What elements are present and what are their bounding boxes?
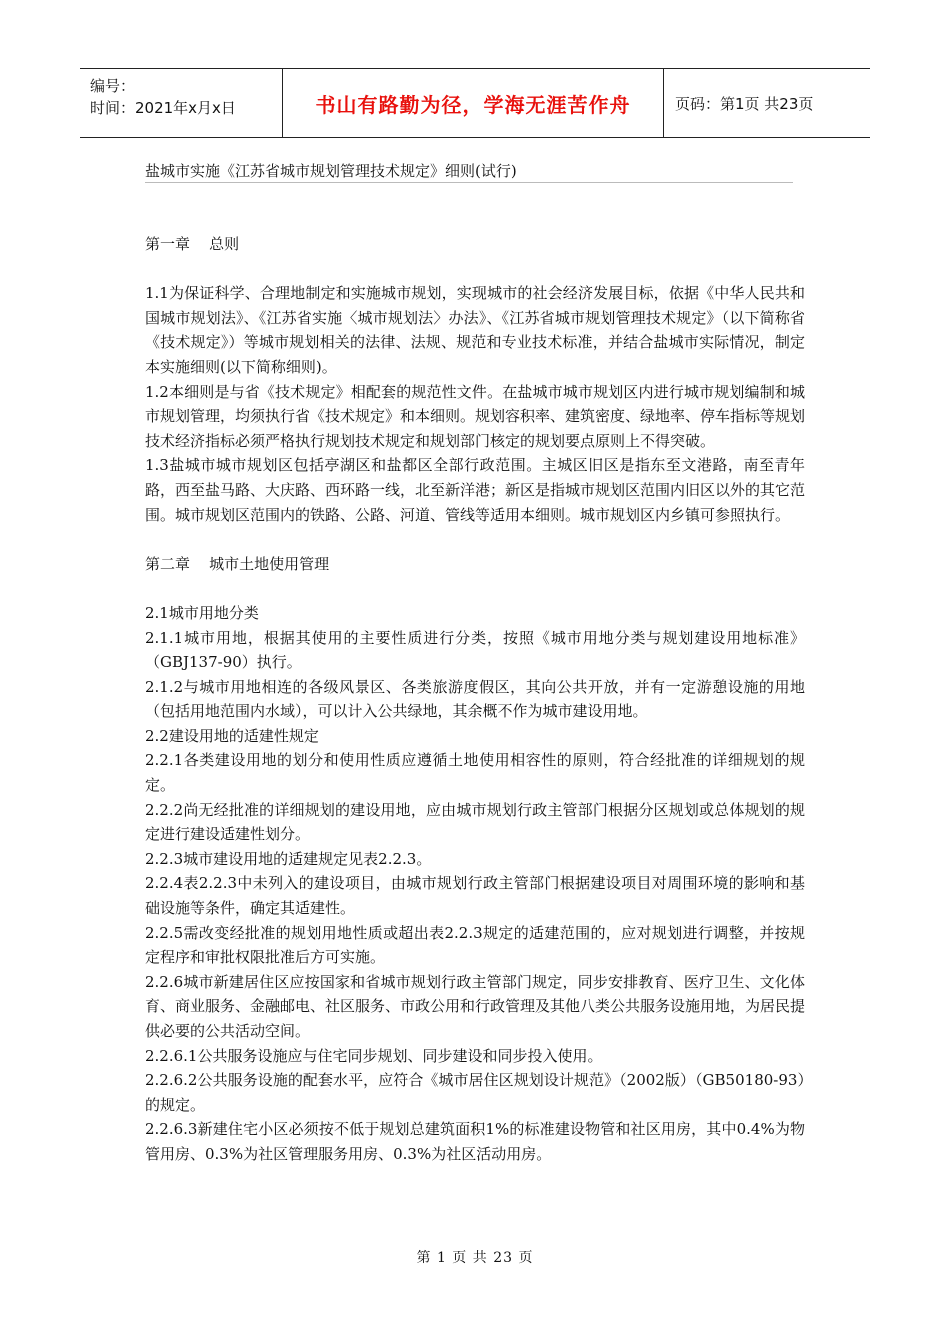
paragraph: 2.2.3城市建设用地的适建规定见表2.2.3。 <box>145 849 432 868</box>
date-label: 时间：2021年x月x日 <box>90 99 236 117</box>
document-title: 盐城市实施《江苏省城市规划管理技术规定》细则(试行) <box>145 162 517 180</box>
paragraph: 2.2.6.2公共服务设施的配套水平，应符合《城市居住区规划设计规范》（2002版）（GB50180-93）的规定。 <box>145 1071 805 1114</box>
section-heading: 2.2建设用地的适建性规定 <box>145 726 319 745</box>
title-divider <box>145 182 793 183</box>
paragraph: 1.1为保证科学、合理地制定和实施城市规划，实现城市的社会经济发展目标，依据《中华人民共和国城市规划法》、《江苏省实施〈城市规划法〉办法》、《江苏省城市规划管理技术规定》（以下简称省《技术规定》）等城市规划相关的法律、法规、规范和专业技术标准，并结合盐城市实际情况，制定本实施细则(以下简称细则)。 <box>145 284 805 376</box>
paragraph: 2.1.2与城市用地相连的各级风景区、各类旅游度假区，其向公共开放，并有一定游憩设施的用地（包括用地范围内水域），可以计入公共绿地，其余概不作为城市建设用地。 <box>145 677 805 721</box>
chapter-heading: 第二章 城市土地使用管理 <box>145 554 330 573</box>
paragraph: 2.2.1各类建设用地的划分和使用性质应遵循土地使用相容性的原则，符合经批准的详细规划的规定。 <box>145 751 805 795</box>
header-table <box>80 68 870 138</box>
document-body <box>145 232 805 1167</box>
paragraph: 2.1.1城市用地，根据其使用的主要性质进行分类，按照《城市用地分类与规划建设用地标准》（GBJ137-90）执行。 <box>145 628 805 672</box>
paragraph: 2.2.2尚无经批准的详细规划的建设用地，应由城市规划行政主管部门根据分区规划或总体规划的规定进行建设适建性划分。 <box>145 800 805 844</box>
code-label: 编号： <box>90 77 136 95</box>
paragraph: 1.2本细则是与省《技术规定》相配套的规范性文件。在盐城市城市规划区内进行城市规划编制和城市规划管理，均须执行省《技术规定》和本细则。规划容积率、建筑密度、绿地率、停车指标等规划技术经济指标必须严格执行规划技术规定和规划部门核定的规划要点原则上不得突破。 <box>145 382 806 450</box>
page-footer: 第 1 页 共 23 页 <box>416 1250 534 1266</box>
page-info: 页码：第1页 共23页 <box>675 94 814 113</box>
paragraph: 2.2.6.1公共服务设施应与住宅同步规划、同步建设和同步投入使用。 <box>145 1046 603 1065</box>
motto: 书山有路勤为径，学海无涯苦作舟 <box>282 69 664 137</box>
paragraph: 2.2.4表2.2.3中未列入的建设项目，由城市规划行政主管部门根据建设项目对周围环境的影响和基础设施等条件，确定其适建性。 <box>145 874 805 918</box>
section-heading: 2.1城市用地分类 <box>145 603 259 622</box>
chapter-heading: 第一章 总则 <box>145 235 240 253</box>
paragraph: 2.2.6城市新建居住区应按国家和省城市规划行政主管部门规定，同步安排教育、医疗卫生、文化体育、商业服务、金融邮电、社区服务、市政公用和行政管理及其他八类公共服务设施用地，为居民提供必要的公共活动空间。 <box>145 972 806 1040</box>
header-left-cell <box>80 69 282 137</box>
paragraph: 2.2.5需改变经批准的规划用地性质或超出表2.2.3规定的适建范围的，应对规划进行调整，并按规定程序和审批权限批准后方可实施。 <box>145 923 805 967</box>
paragraph: 2.2.6.3新建住宅小区必须按不低于规划总建筑面积1%的标准建设物管和社区用房，其中0.4%为物管用房、0.3%为社区管理服务用房、0.3%为社区活动用房。 <box>145 1120 805 1163</box>
paragraph: 1.3盐城市城市规划区包括亭湖区和盐都区全部行政范围。主城区旧区是指东至文港路，南至青年路，西至盐马路、大庆路、西环路一线，北至新洋港；新区是指城市规划区范围内旧区以外的其它范围。城市规划区范围内的铁路、公路、河道、管线等适用本细则。城市规划区内乡镇可参照执行。 <box>145 456 806 524</box>
